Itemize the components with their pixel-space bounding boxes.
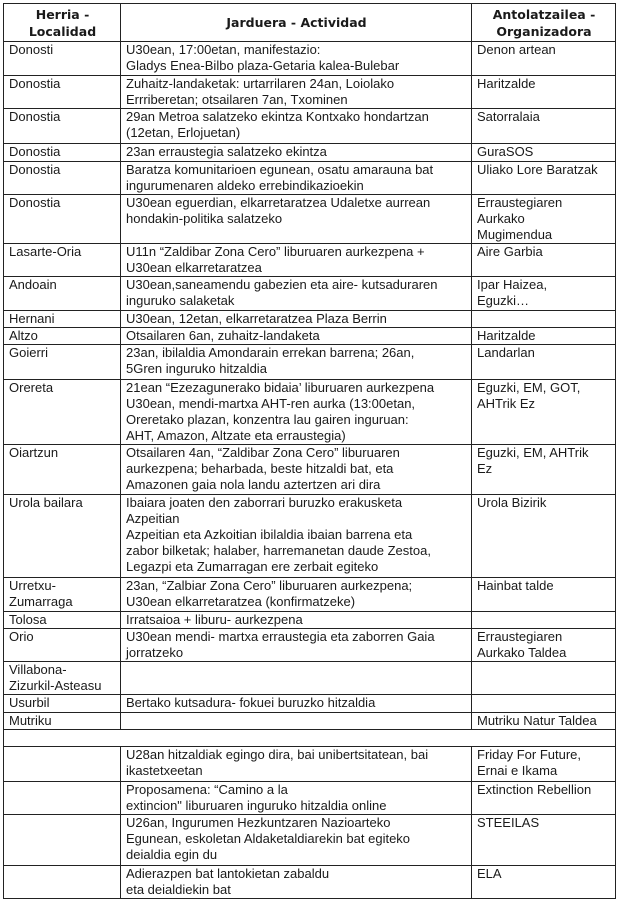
- activity-cell: [121, 815, 472, 866]
- activity-cell: [121, 782, 472, 815]
- table-row: [4, 76, 616, 109]
- activity-cell-line: U28an hitzaldiak egingo dira, bai unibertsitatean, bai: [126, 747, 429, 762]
- activity-cell: [121, 328, 472, 345]
- activity-cell-line: Errriberetan; otsailaren 7an, Txominen: [126, 92, 348, 107]
- organizer-cell: [472, 109, 616, 144]
- activity-cell-line: (12etan, Erlojuetan): [126, 125, 241, 140]
- locality-cell: [4, 866, 121, 899]
- activity-cell-line: ingurumenaren aldeko errebindikazioekin: [126, 178, 364, 193]
- header-organizer-line: Organizadora: [496, 23, 592, 39]
- locality-cell: [4, 195, 121, 244]
- header-activity: Jarduera - Actividad: [121, 4, 472, 42]
- activity-cell-line: U30ean mendi- martxa erraustegia eta zaborren Gaia: [126, 629, 435, 644]
- activity-cell: [121, 662, 472, 695]
- activity-cell: [121, 345, 472, 380]
- locality-cell: [4, 578, 121, 612]
- organizer-cell: [472, 345, 616, 380]
- organizer-cell-line: Haritzalde: [477, 328, 536, 343]
- locality-cell: [4, 311, 121, 328]
- organizer-cell-line: Eguzki, EM, GOT,: [477, 380, 581, 395]
- activity-cell: [121, 713, 472, 730]
- organizer-cell-line: Aurkako: [477, 211, 525, 226]
- activity-cell-line: Otsailaren 6an, zuhaitz-landaketa: [126, 328, 320, 343]
- organizer-cell: [472, 815, 616, 866]
- activity-cell: [121, 495, 472, 578]
- activity-cell-line: AHT, Amazon, Altzate eta erraustegia): [126, 428, 346, 443]
- locality-cell-line: Altzo: [9, 328, 38, 343]
- header-organizer-line: Antolatzailea -: [492, 6, 596, 22]
- table-row: [4, 495, 616, 578]
- locality-cell: [4, 445, 121, 495]
- organizer-cell: [472, 244, 616, 277]
- table-row: [4, 144, 616, 162]
- organizer-cell: [472, 495, 616, 578]
- activity-cell: [121, 612, 472, 629]
- locality-cell-line: Usurbil: [9, 695, 50, 710]
- locality-cell: [4, 244, 121, 277]
- locality-cell-line: Orio: [9, 629, 34, 644]
- locality-cell-line: Mutriku: [9, 713, 52, 728]
- table-row: [4, 782, 616, 815]
- activity-cell: [121, 695, 472, 713]
- locality-cell-line: Zizurkil-Asteasu: [9, 678, 102, 693]
- activity-cell: [121, 311, 472, 328]
- activity-cell: [121, 42, 472, 76]
- activity-cell-line: Gladys Enea-Bilbo plaza-Getaria kalea-Bulebar: [126, 58, 400, 73]
- locality-cell: [4, 629, 121, 662]
- locality-cell-line: Donostia: [9, 109, 61, 124]
- organizer-cell-line: Extinction Rebellion: [477, 782, 592, 797]
- locality-cell-line: Urretxu-: [9, 578, 56, 593]
- organizer-cell-line: Eguzki, EM, AHTrik: [477, 445, 589, 460]
- activity-cell-line: deialdia egin du: [126, 847, 218, 862]
- organizer-cell-line: Uliako Lore Baratzak: [477, 162, 598, 177]
- locality-cell: [4, 328, 121, 345]
- activity-cell-line: Proposamena: “Camino a la: [126, 782, 288, 797]
- activity-cell-line: Legazpi eta Zumarragan ere zerbait egiteko: [126, 559, 379, 574]
- locality-cell: [4, 380, 121, 445]
- locality-cell: [4, 277, 121, 311]
- activity-cell: [121, 76, 472, 109]
- activity-cell-line: ikastetxeetan: [126, 763, 203, 778]
- organizer-cell-line: Satorralaia: [477, 109, 540, 124]
- activity-cell: [121, 747, 472, 782]
- header-row: [4, 4, 616, 42]
- separator-row: [4, 730, 616, 747]
- organizer-cell-line: Denon artean: [477, 42, 556, 57]
- table-row: [4, 195, 616, 244]
- table-row: [4, 747, 616, 782]
- table-row: [4, 445, 616, 495]
- activity-cell-line: Bertako kutsadura- fokuei buruzko hitzaldia: [126, 695, 376, 710]
- activity-cell-line: 5Gren inguruko hitzaldia: [126, 361, 267, 376]
- organizer-cell-line: Ipar Haizea,: [477, 277, 548, 292]
- locality-cell-line: Donostia: [9, 162, 61, 177]
- locality-cell-line: Hernani: [9, 311, 55, 326]
- organizer-cell-line: Friday For Future,: [477, 747, 582, 762]
- activity-cell-line: Adierazpen bat lantokietan zabaldu: [126, 866, 330, 881]
- locality-cell-line: Donostia: [9, 144, 61, 159]
- organizer-cell: [472, 629, 616, 662]
- locality-cell-line: Andoain: [9, 277, 57, 292]
- organizer-cell: [472, 578, 616, 612]
- locality-cell-line: Zumarraga: [9, 594, 73, 609]
- events-table: [3, 3, 616, 899]
- activity-cell-line: Azpeitian eta Azkoitian ibilaldia ibaian barrena eta: [126, 527, 413, 542]
- locality-cell: [4, 76, 121, 109]
- activity-cell-line: Egunean, eskoletan Aldaketaldiarekin bat egiteko: [126, 831, 411, 846]
- activity-cell-line: Otsailaren 4an, “Zaldibar Zona Cero” liburuaren: [126, 445, 400, 460]
- activity-cell-line: U30ean, mendi-martxa AHT-ren aurka (13:00etan,: [126, 396, 416, 411]
- activity-cell-line: 23an, ibilaldia Amondarain errekan barrena; 26an,: [126, 345, 415, 360]
- organizer-cell-line: Landarlan: [477, 345, 535, 360]
- activity-cell-line: Amazonen gaia nola landu aztertzen ari dira: [126, 477, 381, 492]
- locality-cell: [4, 109, 121, 144]
- table-row: [4, 345, 616, 380]
- table-row: [4, 42, 616, 76]
- organizer-cell: [472, 277, 616, 311]
- organizer-cell-line: Ez: [477, 461, 493, 476]
- organizer-cell-line: Erraustegiaren: [477, 629, 563, 644]
- table-row: [4, 695, 616, 713]
- activity-cell-line: aurkezpena; beharbada, beste hitzaldi bat, eta: [126, 461, 394, 476]
- activity-cell: [121, 380, 472, 445]
- activity-cell-line: Azpeitian: [126, 511, 180, 526]
- table-row: [4, 866, 616, 899]
- activity-cell: [121, 109, 472, 144]
- activity-cell-line: U26an, Ingurumen Hezkuntzaren Nazioarteko: [126, 815, 391, 830]
- organizer-cell: [472, 866, 616, 899]
- activity-cell-line: U30ean elkarretaratzea: [126, 260, 262, 275]
- table-body: [4, 42, 616, 899]
- header-locality: [4, 4, 121, 42]
- activity-cell: [121, 866, 472, 899]
- locality-cell: [4, 662, 121, 695]
- table-row: [4, 612, 616, 629]
- organizer-cell: [472, 747, 616, 782]
- organizer-cell-line: Urola Bizirik: [477, 495, 547, 510]
- locality-cell: [4, 162, 121, 195]
- locality-cell: [4, 695, 121, 713]
- activity-cell-line: U30ean eguerdian, elkarretaratzea Udaletxe aurrean: [126, 195, 431, 210]
- separator-cell: [4, 730, 616, 747]
- organizer-cell: [472, 695, 616, 713]
- organizer-cell: [472, 662, 616, 695]
- organizer-cell-line: AHTrik Ez: [477, 396, 536, 411]
- table-row: [4, 328, 616, 345]
- table-row: [4, 162, 616, 195]
- activity-cell-line: U30ean,saneamendu gabezien eta aire- kutsaduraren: [126, 277, 438, 292]
- header-organizer: [472, 4, 616, 42]
- locality-cell: [4, 782, 121, 815]
- activity-cell-line: 23an, “Zalbiar Zona Cero” liburuaren aurkezpena;: [126, 578, 413, 593]
- organizer-cell: [472, 782, 616, 815]
- table-row: [4, 244, 616, 277]
- activity-cell-line: U30ean, 12etan, elkarretaratzea Plaza Berrin: [126, 311, 387, 326]
- organizer-cell: [472, 713, 616, 730]
- locality-cell-line: Lasarte-Oria: [9, 244, 82, 259]
- locality-cell-line: Donosti: [9, 42, 54, 57]
- organizer-cell: [472, 162, 616, 195]
- locality-cell-line: Donostia: [9, 76, 61, 91]
- activity-cell-line: Irratsaioa + liburu- aurkezpena: [126, 612, 303, 627]
- organizer-cell: [472, 445, 616, 495]
- activity-cell: [121, 578, 472, 612]
- activity-cell: [121, 445, 472, 495]
- activity-cell: [121, 144, 472, 162]
- activity-cell: [121, 162, 472, 195]
- activity-cell-line: Baratza komunitarioen egunean, osatu amarauna bat: [126, 162, 434, 177]
- activity-cell: [121, 629, 472, 662]
- table-row: [4, 629, 616, 662]
- table-row: [4, 815, 616, 866]
- header-locality-line: Localidad: [28, 23, 97, 39]
- locality-cell: [4, 815, 121, 866]
- locality-cell-line: Goierri: [9, 345, 49, 360]
- organizer-cell-line: STEEILAS: [477, 815, 540, 830]
- header-locality-line: Herria -: [35, 6, 90, 22]
- activity-cell-line: Zuhaitz-landaketak: urtarrilaren 24an, Loiolako: [126, 76, 395, 91]
- organizer-cell-line: Ernai e Ikama: [477, 763, 558, 778]
- locality-cell: [4, 612, 121, 629]
- activity-cell-line: extincion" liburuaren inguruko hitzaldia online: [126, 798, 387, 813]
- activity-cell-line: U11n “Zaldibar Zona Cero” liburuaren aurkezpena +: [126, 244, 425, 259]
- organizer-cell: [472, 42, 616, 76]
- locality-cell-line: Urola bailara: [9, 495, 83, 510]
- activity-cell-line: zabor bilketak; halaber, harremanetan daude Zestoa,: [126, 543, 431, 558]
- locality-cell: [4, 713, 121, 730]
- activity-cell: [121, 195, 472, 244]
- organizer-cell: [472, 612, 616, 629]
- organizer-cell-line: Eguzki…: [477, 293, 530, 308]
- table-row: [4, 380, 616, 445]
- activity-cell-line: 23an erraustegia salatzeko ekintza: [126, 144, 327, 159]
- locality-cell-line: Donostia: [9, 195, 61, 210]
- table-row: [4, 578, 616, 612]
- organizer-cell: [472, 311, 616, 328]
- organizer-cell-line: GuraSOS: [477, 144, 534, 159]
- activity-cell-line: eta deialdiekin bat: [126, 882, 231, 897]
- activity-cell-line: U30ean, 17:00etan, manifestazio:: [126, 42, 321, 57]
- table-row: [4, 311, 616, 328]
- organizer-cell: [472, 144, 616, 162]
- organizer-cell: [472, 195, 616, 244]
- organizer-cell-line: Mugimendua: [477, 227, 553, 242]
- activity-cell-line: 29an Metroa salatzeko ekintza Kontxako hondartzan: [126, 109, 429, 124]
- locality-cell: [4, 747, 121, 782]
- activity-cell-line: Oreretako plazan, konzentra lau gairen inguruan:: [126, 412, 409, 427]
- locality-cell: [4, 345, 121, 380]
- activity-cell-line: Ibaiara joaten den zaborrari buruzko erakusketa: [126, 495, 403, 510]
- table-row: [4, 109, 616, 144]
- locality-cell: [4, 495, 121, 578]
- organizer-cell: [472, 76, 616, 109]
- organizer-cell-line: Mutriku Natur Taldea: [477, 713, 597, 728]
- activity-cell: [121, 244, 472, 277]
- organizer-cell-line: Erraustegiaren: [477, 195, 563, 210]
- organizer-cell-line: Aurkako Taldea: [477, 645, 567, 660]
- activity-cell-line: hondakin-politika salatzeko: [126, 211, 283, 226]
- organizer-cell-line: Haritzalde: [477, 76, 536, 91]
- activity-cell: [121, 277, 472, 311]
- organizer-cell: [472, 328, 616, 345]
- activity-cell-line: inguruko salaketak: [126, 293, 235, 308]
- locality-cell-line: Villabona-: [9, 662, 67, 677]
- locality-cell-line: Oiartzun: [9, 445, 59, 460]
- locality-cell-line: Orereta: [9, 380, 54, 395]
- table-row: [4, 713, 616, 730]
- locality-cell-line: Tolosa: [9, 612, 47, 627]
- table-row: [4, 662, 616, 695]
- organizer-cell-line: Hainbat talde: [477, 578, 554, 593]
- organizer-cell-line: Aire Garbia: [477, 244, 543, 259]
- organizer-cell: [472, 380, 616, 445]
- locality-cell: [4, 42, 121, 76]
- locality-cell: [4, 144, 121, 162]
- organizer-cell-line: ELA: [477, 866, 502, 881]
- activity-cell-line: jorratzeko: [126, 645, 184, 660]
- activity-cell-line: 21ean “Ezezagunerako bidaia’ liburuaren aurkezpena: [126, 380, 435, 395]
- table-row: [4, 277, 616, 311]
- activity-cell-line: U30ean elkarretaratzea (konfirmatzeke): [126, 594, 356, 609]
